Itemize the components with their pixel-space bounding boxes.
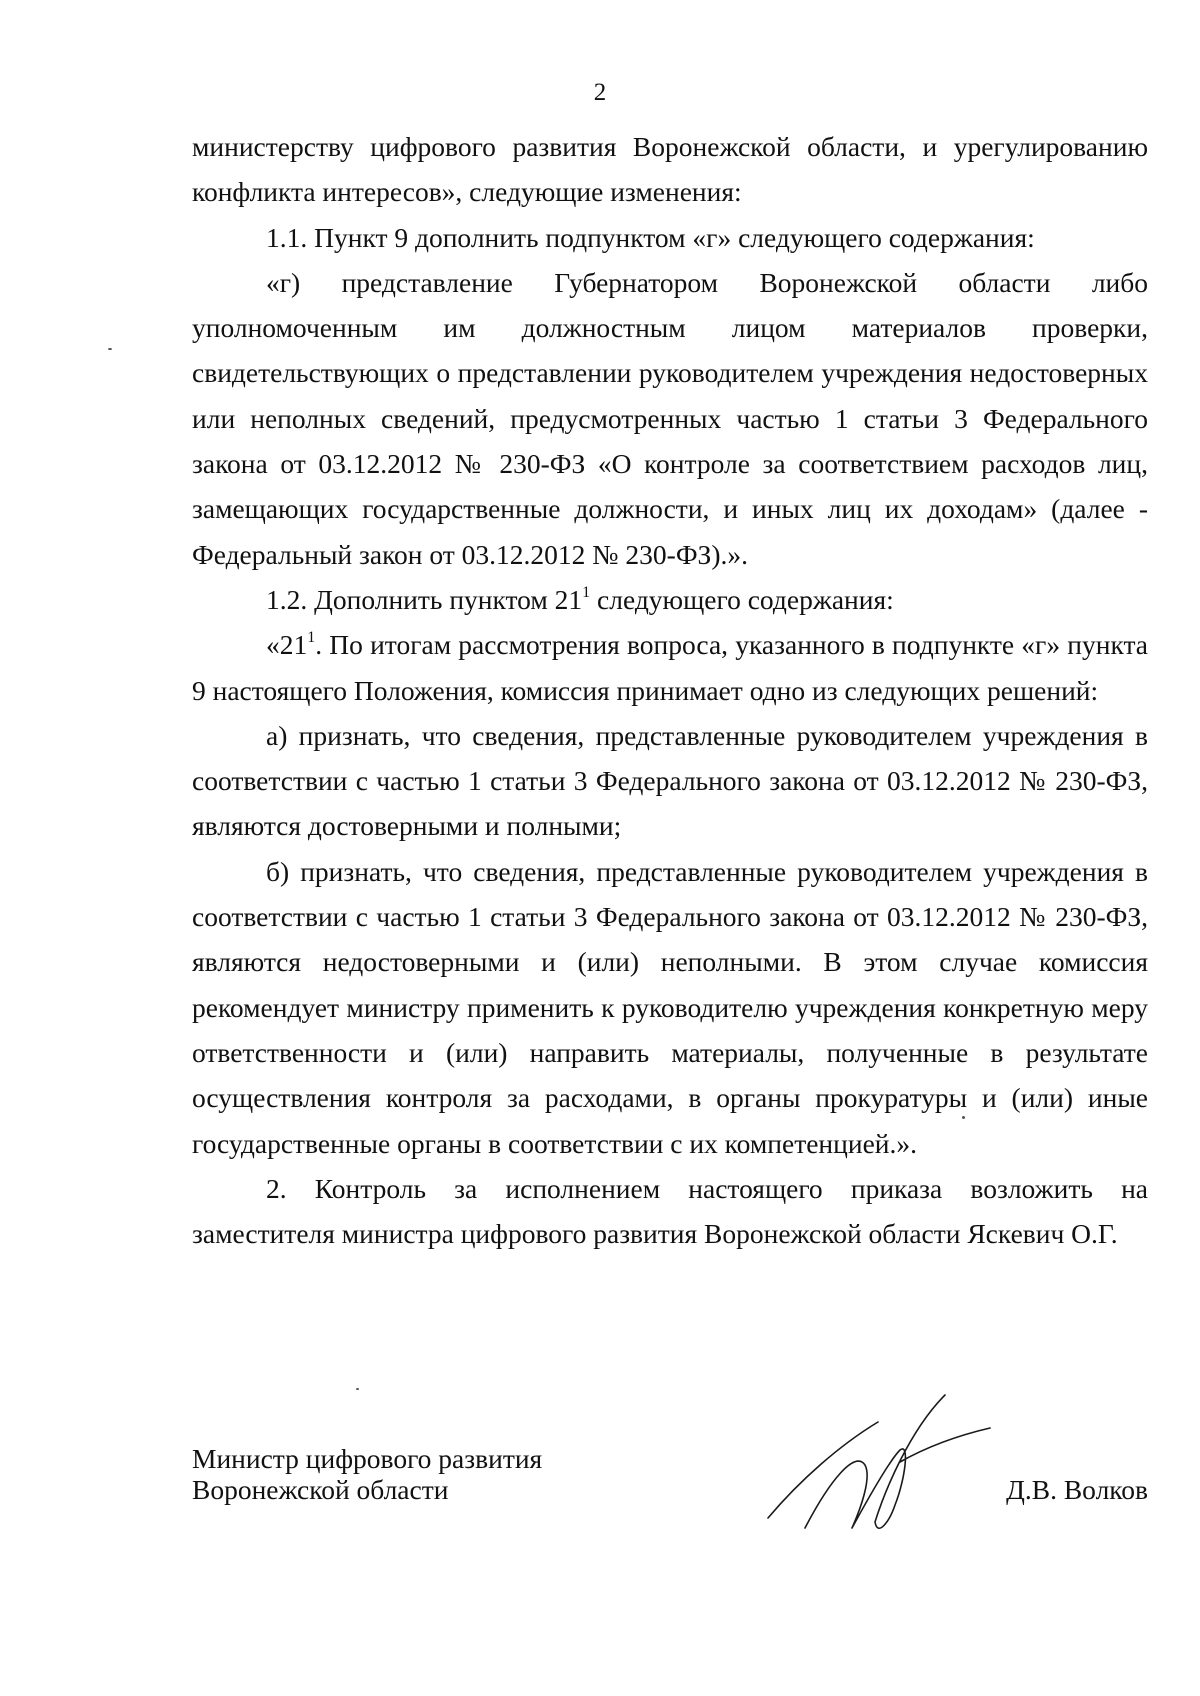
superscript-1: 1 (582, 583, 591, 601)
scan-speck (962, 1116, 965, 1119)
signer-title-line-1: Министр цифрового развития (192, 1443, 543, 1474)
document-body (192, 124, 1148, 1256)
handwritten-signature (760, 1390, 1020, 1540)
page-number: 2 (593, 79, 607, 106)
paragraph-1-1: 1.1. Пункт 9 дополнить подпунктом «г» следующего содержания: (266, 221, 1035, 253)
paragraph-21-1-start: «21 (266, 629, 308, 661)
paragraph-decision-a: а) признать, что сведения, представленные руководителем учреждения в соответствии с частью 1 статьи 3 Федерального закона от 03.12.2012 № 230-ФЗ, являются достоверными и полными; (192, 719, 1148, 842)
paragraph-1-2-text: 1.2. Дополнить пунктом 21 (266, 583, 583, 615)
paragraph-21-1 (192, 622, 1148, 713)
signer-name: Д.В. Волков (1006, 1474, 1148, 1505)
paragraph-decision-b: б) признать, что сведения, представленные руководителем учреждения в соответствии с частью 1 статьи 3 Федерального закона от 03.12.2012 № 230-ФЗ, являются недостоверными и (или) неполными. В этом случае комиссия рекомендует министру применить к руководителю учреждения конкретную меру ответственности и (или) направить материалы, полученные в результате осуществления контроля за расходами, в органы прокуратуры и (или) иные государственные органы в соответствии с их компетенцией.». (192, 855, 1148, 1159)
paragraph-2-control: 2. Контроль за исполнением настоящего приказа возложить на заместителя министра цифрового развития Воронежской области Яскевич О.Г. (192, 1172, 1148, 1250)
signer-title-line-2: Воронежской области (192, 1474, 449, 1505)
paragraph-1-2-text-end: следующего содержания: (590, 583, 894, 615)
paragraph-subitem-g: «г) представление Губернатором Воронежской области либо уполномоченным им должностным лицом материалов проверки, свидетельствующих о представлении руководителем учреждения недостоверных или неполных сведений, предусмотренных частью 1 статьи 3 Федерального закона от 03.12.2012 № 230-ФЗ «О контроле за соответствием расходов лиц, замещающих государственные должности, и иных лиц их доходам» (далее - Федеральный закон от 03.12.2012 № 230-ФЗ).». (192, 266, 1148, 570)
paragraph-1-2 (192, 577, 1148, 622)
signer-title (192, 1443, 542, 1505)
paragraph-intro: министерству цифрового развития Воронежской области, и урегулированию конфликта интересов», следующие изменения: (192, 131, 1148, 208)
scan-speck (108, 348, 112, 350)
paragraph-21-1-text: . По итогам рассмотрения вопроса, указанного в подпункте «г» пункта 9 настоящего Положения, комиссия принимает одно из следующих решений: (192, 629, 1148, 706)
scan-speck (356, 1388, 359, 1390)
superscript-1: 1 (307, 629, 316, 647)
